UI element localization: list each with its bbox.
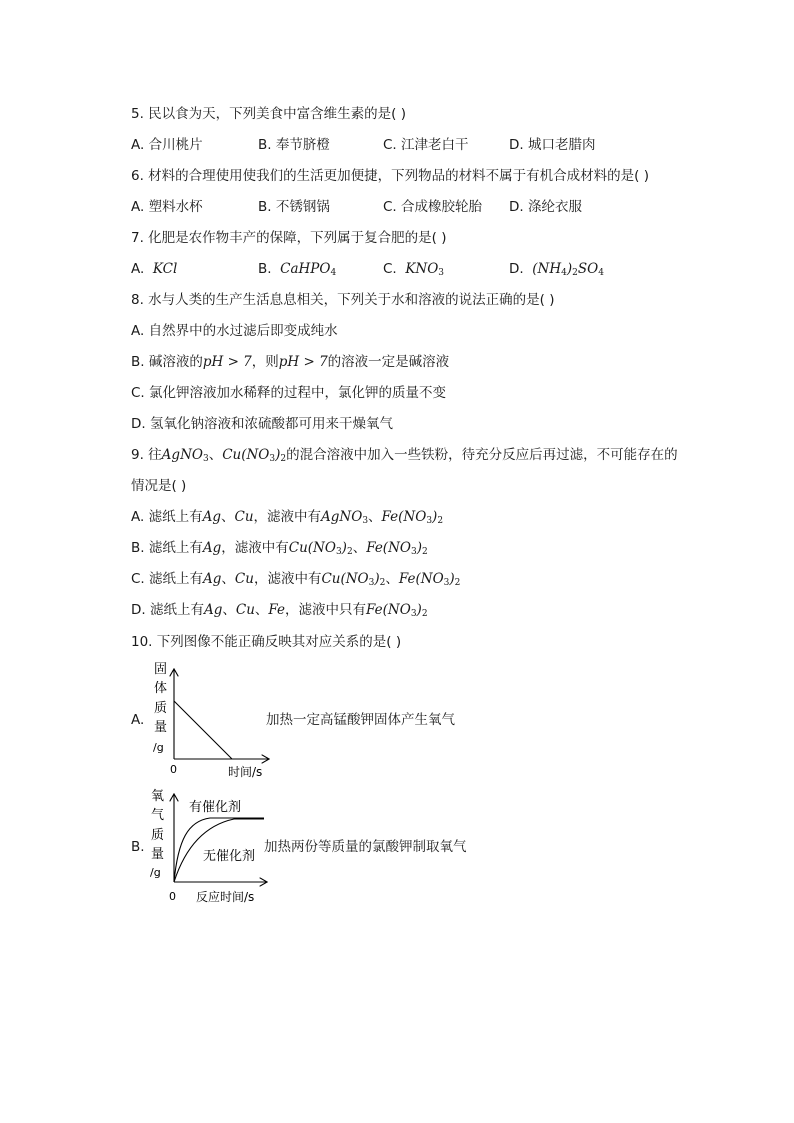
y-axis-label-char: 质: [151, 828, 165, 843]
q6-option-c: C. 合成橡胶轮胎: [383, 199, 483, 215]
formula: KCl: [152, 261, 178, 277]
option-label: B.: [258, 261, 272, 277]
formula: pH > 7: [278, 354, 328, 370]
q10-graph-b: [148, 785, 278, 910]
text: 的混合溶液中加入一些铁粉，待充分反应后再过滤，不可能存在的: [286, 447, 678, 463]
y-axis-label-char: 体: [154, 681, 168, 696]
q9-option-a: [131, 507, 443, 531]
subscript: 2: [454, 578, 461, 588]
q8-option-b: [131, 352, 449, 372]
subscript: 3: [410, 609, 417, 619]
y-axis-label-char: 固: [154, 662, 168, 677]
text: 、: [221, 571, 235, 587]
q9-option-b: [131, 538, 428, 562]
q8-stem: 8. 水与人类的生产生活息息相关，下列关于水和溶液的说法正确的是( ): [131, 292, 555, 308]
text: 、: [368, 509, 382, 525]
formula: Cu: [235, 602, 255, 618]
q5-option-d: D. 城口老腊肉: [509, 137, 596, 153]
curve-label-without-catalyst: 无催化剂: [203, 849, 256, 864]
q7-option-d: [509, 259, 604, 283]
formula: ): [416, 540, 422, 556]
subscript: 4: [330, 268, 337, 278]
text: ，则: [251, 354, 279, 370]
curve-label-with-catalyst: 有催化剂: [189, 800, 242, 815]
q10-option-a-desc: 加热一定高锰酸钾固体产生氧气: [266, 712, 455, 728]
q9-option-c: [131, 569, 460, 593]
text: 、: [208, 447, 223, 463]
text: 、: [385, 571, 399, 587]
formula: Fe(NO: [398, 571, 444, 587]
subscript: 3: [443, 578, 450, 588]
q6-option-d: D. 涤纶衣服: [509, 199, 582, 215]
formula: ): [416, 602, 422, 618]
formula: ): [341, 540, 347, 556]
formula: ): [275, 447, 281, 463]
subscript: 4: [561, 268, 567, 278]
q10-option-b-label: B.: [131, 839, 145, 855]
q9-stem-cont: 情况是( ): [131, 478, 187, 494]
q10-option-b-desc: 加热两份等质量的氯酸钾制取氧气: [264, 839, 467, 855]
subscript: 3: [438, 268, 445, 278]
formula: Fe(NO: [366, 540, 411, 556]
q8-option-d: D. 氢氧化钠溶液和浓硫酸都可用来干燥氧气: [131, 416, 393, 432]
option-label: A.: [131, 261, 145, 277]
subscript: 2: [379, 578, 386, 588]
q5-option-b: B. 奉节脐橙: [258, 137, 330, 153]
formula: Cu(NO: [321, 571, 369, 587]
data-line: [174, 701, 232, 759]
text: ，滤液中有: [221, 540, 289, 556]
text: B. 碱溶液的: [131, 354, 203, 370]
formula: ): [432, 509, 438, 525]
formula: CaHPO: [280, 261, 331, 277]
formula: ): [374, 571, 380, 587]
subscript: 3: [202, 454, 209, 464]
y-axis-label-char: 量: [151, 847, 165, 862]
y-axis-unit: /g: [150, 866, 161, 879]
origin-label: 0: [169, 890, 176, 903]
y-axis-label-char: 气: [151, 808, 165, 823]
formula: Cu(NO: [222, 447, 270, 463]
y-axis-label-char: 质: [154, 701, 168, 716]
formula: Fe(NO: [381, 509, 427, 525]
formula: (NH: [532, 261, 562, 277]
formula: ): [449, 571, 455, 587]
text: 、: [222, 602, 236, 618]
q6-option-a: A. 塑料水杯: [131, 199, 203, 215]
q10-graph-a: [148, 658, 278, 783]
formula: Fe: [268, 602, 286, 618]
subscript: 4: [598, 268, 604, 278]
subscript: 2: [437, 516, 444, 526]
formula: Ag: [202, 509, 221, 525]
formula: Cu: [234, 509, 254, 525]
formula: SO: [577, 261, 599, 277]
q8-option-c: C. 氯化钾溶液加水稀释的过程中，氯化钾的质量不变: [131, 385, 447, 401]
subscript: 3: [335, 547, 342, 557]
formula: Fe(NO: [366, 602, 411, 618]
q9-stem: [131, 445, 678, 469]
q7-stem: 7. 化肥是农作物丰产的保障，下列属于复合肥的是( ): [131, 230, 447, 246]
y-axis-label-char: 氧: [151, 789, 165, 804]
origin-label: 0: [170, 763, 177, 776]
text: 、: [352, 540, 367, 556]
q6-stem: 6. 材料的合理使用使我们的生活更加便捷，下列物品的材料不属于有机合成材料的是( ): [131, 168, 649, 184]
x-axis-label: 反应时间/s: [196, 890, 255, 904]
q7-option-b: [258, 259, 336, 283]
text: ，滤液中有: [253, 509, 322, 525]
formula: pH > 7: [202, 354, 252, 370]
q6-option-b: B. 不锈钢锅: [258, 199, 330, 215]
text: B. 滤纸上有: [131, 540, 203, 556]
text: ，滤液中有: [253, 571, 322, 587]
option-label: C.: [383, 261, 397, 277]
subscript: 3: [269, 454, 276, 464]
formula: Cu: [234, 571, 254, 587]
subscript: 3: [362, 516, 369, 526]
formula: KNO: [405, 261, 439, 277]
subscript: 2: [421, 609, 428, 619]
formula: Ag: [203, 602, 223, 618]
text: 、: [221, 509, 235, 525]
subscript: 2: [421, 547, 428, 557]
text: C. 滤纸上有: [131, 571, 204, 587]
subscript: 2: [572, 268, 578, 278]
text: 的溶液一定是碱溶液: [327, 354, 450, 370]
text: 9. 往: [131, 447, 162, 463]
formula: AgNO: [321, 509, 363, 525]
y-axis-label-char: 量: [154, 720, 168, 735]
x-axis-label: 时间/s: [228, 765, 263, 779]
q7-option-a: [131, 259, 177, 279]
formula: Cu(NO: [288, 540, 336, 556]
formula: ): [566, 261, 573, 277]
formula: Ag: [203, 571, 222, 587]
q5-option-c: C. 江津老白干: [383, 137, 469, 153]
q5-option-a: A. 合川桃片: [131, 137, 203, 153]
formula: AgNO: [161, 447, 203, 463]
q9-option-d: [131, 600, 428, 624]
q5-stem: 5. 民以食为天，下列美食中富含维生素的是( ): [131, 106, 406, 122]
text: 、: [254, 602, 269, 618]
subscript: 2: [280, 454, 287, 464]
text: ，滤液中只有: [285, 602, 367, 618]
y-axis-unit: /g: [153, 741, 164, 754]
q8-option-a: A. 自然界中的水过滤后即变成纯水: [131, 323, 338, 339]
option-label: D.: [509, 261, 524, 277]
subscript: 3: [368, 578, 375, 588]
text: A. 滤纸上有: [131, 509, 203, 525]
text: D. 滤纸上有: [131, 602, 204, 618]
q10-stem: 10. 下列图像不能正确反映其对应关系的是( ): [131, 634, 402, 650]
subscript: 3: [410, 547, 417, 557]
formula: Ag: [202, 540, 222, 556]
subscript: 2: [346, 547, 353, 557]
q10-option-a-label: A.: [131, 712, 145, 728]
subscript: 3: [426, 516, 433, 526]
q7-option-c: [383, 259, 444, 283]
